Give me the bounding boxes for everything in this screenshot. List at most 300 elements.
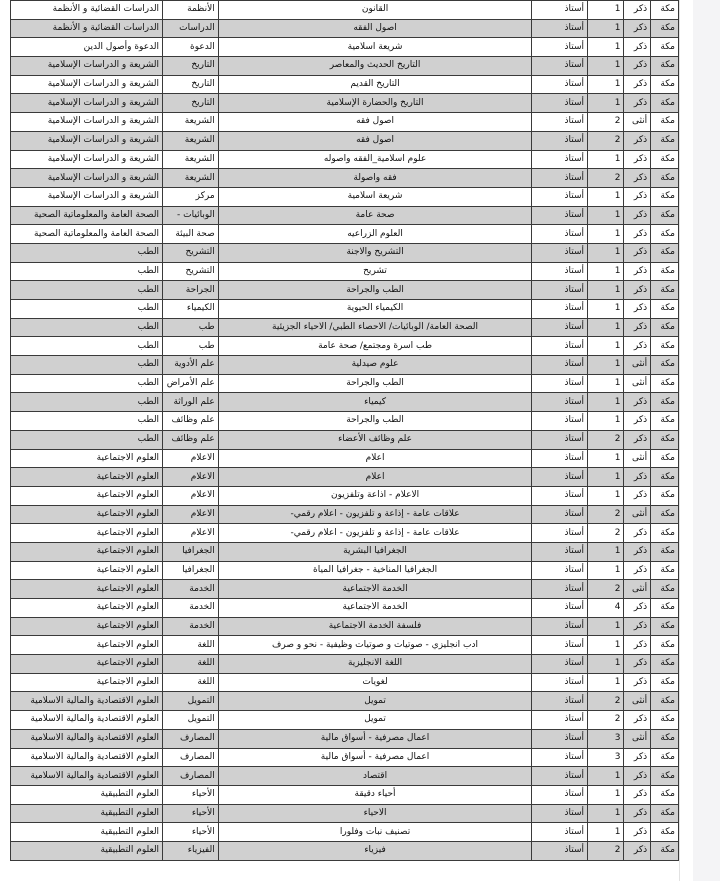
table-row: [11, 374, 679, 393]
cell-gender: أنثى: [624, 374, 651, 393]
cell-rank: أستاذ: [532, 131, 588, 150]
table-row: [11, 281, 679, 300]
cell-specialization: تشريح: [218, 262, 532, 281]
cell-city: مكة: [651, 337, 679, 356]
cell-rank: أستاذ: [532, 430, 588, 449]
cell-rank: أستاذ: [532, 767, 588, 786]
cell-gender: ذكر: [624, 711, 651, 730]
cell-rank: أستاذ: [532, 617, 588, 636]
cell-college: العلوم التطبيقية: [11, 804, 163, 823]
cell-city: مكة: [651, 187, 679, 206]
cell-specialization: اعمال مصرفية - أسواق مالية: [218, 748, 532, 767]
cell-specialization: اعلام: [218, 468, 532, 487]
cell-department: الكيمياء: [163, 300, 219, 319]
cell-count: 2: [588, 524, 624, 543]
cell-gender: ذكر: [624, 337, 651, 356]
cell-gender: ذكر: [624, 524, 651, 543]
cell-city: مكة: [651, 206, 679, 225]
table-row: [11, 169, 679, 188]
table-row: [11, 337, 679, 356]
cell-college: العلوم الاجتماعية: [11, 449, 163, 468]
cell-college: العلوم الاجتماعية: [11, 673, 163, 692]
table-row: [11, 804, 679, 823]
cell-count: 1: [588, 655, 624, 674]
cell-specialization: اعلام: [218, 449, 532, 468]
cell-gender: ذكر: [624, 57, 651, 76]
cell-count: 2: [588, 113, 624, 132]
cell-gender: ذكر: [624, 412, 651, 431]
cell-rank: أستاذ: [532, 75, 588, 94]
cell-gender: ذكر: [624, 225, 651, 244]
cell-college: العلوم التطبيقية: [11, 823, 163, 842]
cell-gender: ذكر: [624, 599, 651, 618]
cell-rank: أستاذ: [532, 505, 588, 524]
cell-department: الشريعة: [163, 113, 219, 132]
cell-rank: أستاذ: [532, 692, 588, 711]
cell-college: الطب: [11, 337, 163, 356]
cell-college: العلوم الاجتماعية: [11, 468, 163, 487]
cell-count: 1: [588, 243, 624, 262]
cell-rank: أستاذ: [532, 599, 588, 618]
cell-rank: أستاذ: [532, 243, 588, 262]
cell-city: مكة: [651, 505, 679, 524]
table-row: [11, 57, 679, 76]
cell-gender: ذكر: [624, 673, 651, 692]
cell-city: مكة: [651, 393, 679, 412]
cell-specialization: الصحة العامة/ الوبائيات/ الاحصاء الطبي/ الاحياء الجزيئية: [218, 318, 532, 337]
cell-rank: أستاذ: [532, 711, 588, 730]
cell-count: 1: [588, 19, 624, 38]
cell-college: الدراسات القضائية و الأنظمة: [11, 1, 163, 20]
cell-city: مكة: [651, 729, 679, 748]
cell-specialization: الخدمة الاجتماعية: [218, 580, 532, 599]
cell-city: مكة: [651, 262, 679, 281]
cell-count: 1: [588, 412, 624, 431]
table-row: [11, 692, 679, 711]
cell-specialization: كيمياء: [218, 393, 532, 412]
cell-college: الدراسات القضائية و الأنظمة: [11, 19, 163, 38]
table-row: [11, 1, 679, 20]
cell-specialization: اقتصاد: [218, 767, 532, 786]
cell-college: الشريعة و الدراسات الإسلامية: [11, 187, 163, 206]
table-row: [11, 785, 679, 804]
cell-college: الشريعة و الدراسات الإسلامية: [11, 131, 163, 150]
cell-gender: ذكر: [624, 785, 651, 804]
cell-department: الاعلام: [163, 486, 219, 505]
table-row: [11, 617, 679, 636]
cell-specialization: الاحياء: [218, 804, 532, 823]
cell-specialization: القانون: [218, 1, 532, 20]
cell-city: مكة: [651, 542, 679, 561]
cell-specialization: لغويات: [218, 673, 532, 692]
cell-specialization: اعمال مصرفية - أسواق مالية: [218, 729, 532, 748]
cell-department: التمويل: [163, 692, 219, 711]
cell-city: مكة: [651, 449, 679, 468]
cell-count: 2: [588, 692, 624, 711]
cell-department: علم الأدوية: [163, 356, 219, 375]
cell-count: 1: [588, 150, 624, 169]
cell-college: الطب: [11, 300, 163, 319]
cell-department: علم وظائف: [163, 412, 219, 431]
cell-gender: ذكر: [624, 393, 651, 412]
cell-city: مكة: [651, 655, 679, 674]
cell-rank: أستاذ: [532, 356, 588, 375]
cell-department: الخدمة: [163, 580, 219, 599]
table-row: [11, 206, 679, 225]
cell-department: اللغة: [163, 636, 219, 655]
table-row: [11, 113, 679, 132]
cell-department: الأحياء: [163, 785, 219, 804]
cell-college: العلوم الاجتماعية: [11, 561, 163, 580]
cell-specialization: فيزياء: [218, 841, 532, 860]
cell-city: مكة: [651, 38, 679, 57]
table-row: [11, 150, 679, 169]
cell-count: 1: [588, 57, 624, 76]
cell-gender: أنثى: [624, 505, 651, 524]
cell-specialization: الكيمياء الحيوية: [218, 300, 532, 319]
cell-college: الطب: [11, 430, 163, 449]
cell-count: 1: [588, 187, 624, 206]
cell-college: الشريعة و الدراسات الإسلامية: [11, 150, 163, 169]
cell-count: 1: [588, 225, 624, 244]
cell-specialization: العلوم الزراعيه: [218, 225, 532, 244]
cell-city: مكة: [651, 785, 679, 804]
cell-department: الجغرافيا: [163, 561, 219, 580]
cell-department: اللغة: [163, 655, 219, 674]
cell-college: العلوم الاجتماعية: [11, 617, 163, 636]
cell-department: الجغرافيا: [163, 542, 219, 561]
cell-specialization: تصنيف نبات وفلورا: [218, 823, 532, 842]
cell-rank: أستاذ: [532, 468, 588, 487]
cell-specialization: صحة عامة: [218, 206, 532, 225]
table-row: [11, 636, 679, 655]
table-row: [11, 225, 679, 244]
positions-table: [10, 0, 679, 861]
cell-department: التاريخ: [163, 94, 219, 113]
cell-city: مكة: [651, 524, 679, 543]
cell-department: الفيزياء: [163, 841, 219, 860]
cell-gender: ذكر: [624, 748, 651, 767]
cell-city: مكة: [651, 673, 679, 692]
cell-rank: أستاذ: [532, 636, 588, 655]
cell-rank: أستاذ: [532, 580, 588, 599]
cell-department: صحة البيئة: [163, 225, 219, 244]
cell-gender: ذكر: [624, 75, 651, 94]
cell-specialization: فقه واصولة: [218, 169, 532, 188]
cell-count: 2: [588, 169, 624, 188]
cell-rank: أستاذ: [532, 300, 588, 319]
table-row: [11, 673, 679, 692]
cell-college: العلوم الاقتصادية والمالية الاسلامية: [11, 767, 163, 786]
cell-rank: أستاذ: [532, 113, 588, 132]
cell-gender: ذكر: [624, 300, 651, 319]
cell-city: مكة: [651, 75, 679, 94]
cell-city: مكة: [651, 804, 679, 823]
cell-specialization: الطب والجراحة: [218, 281, 532, 300]
table-row: [11, 356, 679, 375]
cell-college: الطب: [11, 356, 163, 375]
cell-college: العلوم الاقتصادية والمالية الاسلامية: [11, 711, 163, 730]
cell-count: 2: [588, 711, 624, 730]
table-row: [11, 729, 679, 748]
cell-department: اللغة: [163, 673, 219, 692]
cell-rank: أستاذ: [532, 393, 588, 412]
cell-gender: ذكر: [624, 206, 651, 225]
cell-gender: أنثى: [624, 729, 651, 748]
cell-gender: ذكر: [624, 804, 651, 823]
table-row: [11, 580, 679, 599]
cell-department: الأنظمة: [163, 1, 219, 20]
cell-city: مكة: [651, 841, 679, 860]
cell-department: الشريعة: [163, 131, 219, 150]
cell-count: 1: [588, 300, 624, 319]
cell-rank: أستاذ: [532, 57, 588, 76]
cell-count: 1: [588, 1, 624, 20]
cell-specialization: أحياء دقيقة: [218, 785, 532, 804]
cell-college: الصحة العامة والمعلوماتية الصحية: [11, 206, 163, 225]
cell-specialization: الاعلام - اذاعة وتلفزيون: [218, 486, 532, 505]
cell-count: 1: [588, 617, 624, 636]
cell-count: 1: [588, 823, 624, 842]
cell-gender: أنثى: [624, 580, 651, 599]
cell-gender: ذكر: [624, 38, 651, 57]
cell-count: 1: [588, 75, 624, 94]
table-row: [11, 486, 679, 505]
table-row: [11, 711, 679, 730]
cell-specialization: الخدمة الاجتماعية: [218, 599, 532, 618]
cell-college: العلوم الاقتصادية والمالية الاسلامية: [11, 748, 163, 767]
cell-count: 2: [588, 580, 624, 599]
cell-specialization: التاريخ الحديث والمعاصر: [218, 57, 532, 76]
cell-rank: أستاذ: [532, 169, 588, 188]
cell-gender: ذكر: [624, 767, 651, 786]
cell-count: 2: [588, 505, 624, 524]
cell-rank: أستاذ: [532, 542, 588, 561]
table-row: [11, 542, 679, 561]
cell-department: طب: [163, 337, 219, 356]
cell-department: الأحياء: [163, 804, 219, 823]
cell-count: 1: [588, 337, 624, 356]
cell-city: مكة: [651, 599, 679, 618]
cell-rank: أستاذ: [532, 225, 588, 244]
cell-city: مكة: [651, 19, 679, 38]
cell-rank: أستاذ: [532, 318, 588, 337]
cell-count: 1: [588, 262, 624, 281]
cell-city: مكة: [651, 131, 679, 150]
cell-rank: أستاذ: [532, 449, 588, 468]
cell-city: مكة: [651, 767, 679, 786]
cell-city: مكة: [651, 561, 679, 580]
cell-count: 3: [588, 748, 624, 767]
cell-count: 1: [588, 449, 624, 468]
cell-specialization: التاريخ والحضارة الإسلامية: [218, 94, 532, 113]
table-row: [11, 524, 679, 543]
spreadsheet: [10, 0, 679, 872]
cell-department: علم الأمراض: [163, 374, 219, 393]
cell-gender: ذكر: [624, 636, 651, 655]
cell-specialization: الجغرافيا البشرية: [218, 542, 532, 561]
cell-department: الوبائيات -: [163, 206, 219, 225]
cell-department: علم الوراثة: [163, 393, 219, 412]
cell-department: علم وظائف: [163, 430, 219, 449]
table-row: [11, 599, 679, 618]
cell-city: مكة: [651, 243, 679, 262]
cell-specialization: طب اسرة ومجتمع/ صحة عامة: [218, 337, 532, 356]
cell-city: مكة: [651, 748, 679, 767]
cell-specialization: شريعة اسلامية: [218, 187, 532, 206]
cell-college: العلوم الاجتماعية: [11, 542, 163, 561]
cell-count: 1: [588, 393, 624, 412]
cell-count: 4: [588, 599, 624, 618]
cell-rank: أستاذ: [532, 1, 588, 20]
cell-city: مكة: [651, 57, 679, 76]
cell-count: 1: [588, 804, 624, 823]
cell-city: مكة: [651, 711, 679, 730]
cell-college: العلوم الاجتماعية: [11, 636, 163, 655]
cell-department: الاعلام: [163, 449, 219, 468]
cell-department: المصارف: [163, 767, 219, 786]
cell-department: التاريخ: [163, 75, 219, 94]
cell-rank: أستاذ: [532, 19, 588, 38]
cell-gender: ذكر: [624, 187, 651, 206]
cell-rank: أستاذ: [532, 262, 588, 281]
cell-gender: ذكر: [624, 281, 651, 300]
cell-college: الطب: [11, 243, 163, 262]
cell-gender: أنثى: [624, 692, 651, 711]
cell-gender: ذكر: [624, 169, 651, 188]
cell-college: الشريعة و الدراسات الإسلامية: [11, 113, 163, 132]
cell-rank: أستاذ: [532, 804, 588, 823]
cell-count: 1: [588, 206, 624, 225]
cell-city: مكة: [651, 225, 679, 244]
cell-specialization: فلسفة الخدمة الاجتماعية: [218, 617, 532, 636]
table-row: [11, 468, 679, 487]
cell-count: 1: [588, 356, 624, 375]
table-row: [11, 505, 679, 524]
cell-college: الطب: [11, 374, 163, 393]
cell-college: العلوم الاجتماعية: [11, 580, 163, 599]
table-row: [11, 748, 679, 767]
cell-gender: أنثى: [624, 113, 651, 132]
table-row: [11, 412, 679, 431]
cell-college: الشريعة و الدراسات الإسلامية: [11, 94, 163, 113]
cell-college: العلوم الاجتماعية: [11, 505, 163, 524]
cell-department: المصارف: [163, 729, 219, 748]
cell-rank: أستاذ: [532, 841, 588, 860]
cell-gender: ذكر: [624, 542, 651, 561]
cell-college: العلوم الاجتماعية: [11, 486, 163, 505]
cell-count: 2: [588, 131, 624, 150]
cell-rank: أستاذ: [532, 561, 588, 580]
cell-college: العلوم الاجتماعية: [11, 599, 163, 618]
cell-gender: ذكر: [624, 318, 651, 337]
cell-city: مكة: [651, 150, 679, 169]
cell-city: مكة: [651, 356, 679, 375]
cell-college: الصحة العامة والمعلوماتية الصحية: [11, 225, 163, 244]
cell-department: طب: [163, 318, 219, 337]
cell-count: 1: [588, 542, 624, 561]
scroll-gutter: [693, 0, 720, 881]
cell-specialization: اصول الفقه: [218, 19, 532, 38]
table-row: [11, 767, 679, 786]
cell-city: مكة: [651, 1, 679, 20]
cell-count: 1: [588, 374, 624, 393]
table-row: [11, 318, 679, 337]
cell-rank: أستاذ: [532, 150, 588, 169]
cell-count: 2: [588, 841, 624, 860]
table-row: [11, 131, 679, 150]
cell-count: 1: [588, 318, 624, 337]
cell-rank: أستاذ: [532, 94, 588, 113]
table-row: [11, 94, 679, 113]
cell-city: مكة: [651, 823, 679, 842]
cell-specialization: اصول فقه: [218, 113, 532, 132]
cell-rank: أستاذ: [532, 748, 588, 767]
table-row: [11, 823, 679, 842]
cell-city: مكة: [651, 617, 679, 636]
cell-gender: ذكر: [624, 468, 651, 487]
cell-count: 1: [588, 673, 624, 692]
cell-gender: ذكر: [624, 262, 651, 281]
cell-city: مكة: [651, 692, 679, 711]
cell-college: الطب: [11, 281, 163, 300]
cell-department: التاريخ: [163, 57, 219, 76]
cell-college: الدعوة وأصول الدين: [11, 38, 163, 57]
cell-city: مكة: [651, 374, 679, 393]
cell-specialization: التاريخ القديم: [218, 75, 532, 94]
cell-department: الدراسات: [163, 19, 219, 38]
cell-gender: ذكر: [624, 19, 651, 38]
cell-department: الدعوة: [163, 38, 219, 57]
cell-gender: أنثى: [624, 449, 651, 468]
cell-gender: ذكر: [624, 561, 651, 580]
cell-count: 3: [588, 729, 624, 748]
right-margin: [679, 0, 694, 881]
cell-count: 1: [588, 281, 624, 300]
cell-city: مكة: [651, 318, 679, 337]
cell-city: مكة: [651, 412, 679, 431]
cell-rank: أستاذ: [532, 206, 588, 225]
table-row: [11, 449, 679, 468]
cell-department: الاعلام: [163, 524, 219, 543]
cell-gender: ذكر: [624, 1, 651, 20]
cell-specialization: علوم اسلامية_الفقه واصوله: [218, 150, 532, 169]
cell-specialization: الطب والجراحة: [218, 374, 532, 393]
cell-city: مكة: [651, 300, 679, 319]
cell-count: 1: [588, 636, 624, 655]
cell-gender: ذكر: [624, 131, 651, 150]
table-row: [11, 841, 679, 860]
cell-college: العلوم الاقتصادية والمالية الاسلامية: [11, 692, 163, 711]
cell-rank: أستاذ: [532, 486, 588, 505]
cell-city: مكة: [651, 94, 679, 113]
cell-college: الطب: [11, 262, 163, 281]
cell-gender: ذكر: [624, 823, 651, 842]
cell-college: الطب: [11, 412, 163, 431]
cell-rank: أستاذ: [532, 281, 588, 300]
cell-college: العلوم التطبيقية: [11, 785, 163, 804]
cell-college: الشريعة و الدراسات الإسلامية: [11, 75, 163, 94]
cell-specialization: علاقات عامة - إذاعة و تلفزيون - اعلام رقمي-: [218, 524, 532, 543]
cell-college: الشريعة و الدراسات الإسلامية: [11, 57, 163, 76]
cell-college: الطب: [11, 318, 163, 337]
cell-department: الخدمة: [163, 599, 219, 618]
cell-specialization: شريعة اسلامية: [218, 38, 532, 57]
cell-count: 1: [588, 94, 624, 113]
cell-gender: ذكر: [624, 94, 651, 113]
table-row: [11, 300, 679, 319]
cell-department: الشريعة: [163, 169, 219, 188]
